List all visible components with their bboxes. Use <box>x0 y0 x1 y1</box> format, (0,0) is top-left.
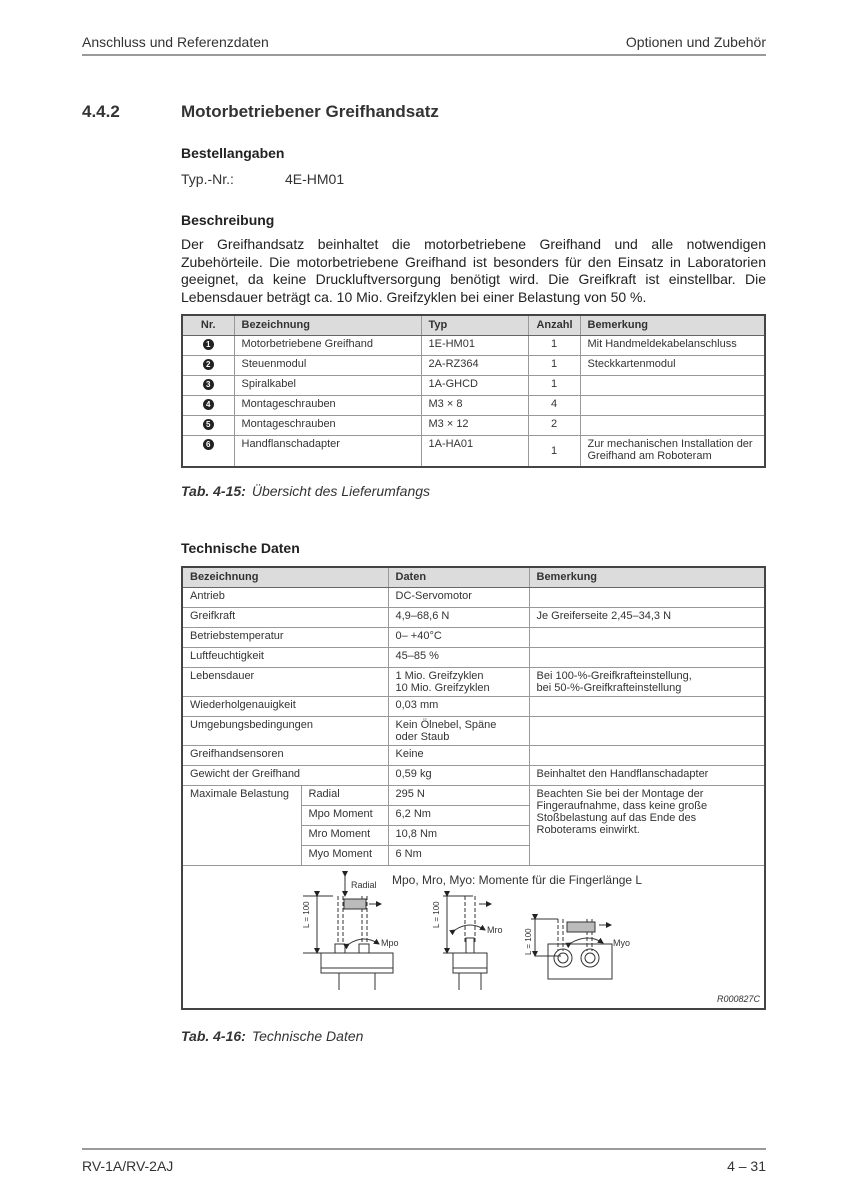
table-caption-4-16 <box>181 1028 363 1044</box>
header-rule <box>82 54 766 56</box>
cell-qty: 1 <box>528 355 580 375</box>
mpo-label: Mpo <box>381 937 399 948</box>
running-header-chapter: Anschluss und Referenzdaten <box>82 34 269 50</box>
cell-data: 0– +40°C <box>388 627 529 647</box>
caption-label: Tab. 4-16: <box>181 1028 246 1044</box>
cell-data: 10,8 Nm <box>388 825 529 845</box>
number-badge: 3 <box>203 379 214 390</box>
number-badge: 2 <box>203 359 214 370</box>
cell-qty: 1 <box>528 335 580 355</box>
cell-note: Mit Handmeldekabelanschluss <box>580 335 765 355</box>
section-title: Motorbetriebener Greifhandsatz <box>181 102 439 121</box>
cell-name: Motorbetriebene Greifhand <box>234 335 421 355</box>
cell-name: Betriebstemperatur <box>182 627 388 647</box>
table-row <box>182 587 765 607</box>
cell-note <box>529 667 765 696</box>
footer-model: RV-1A/RV-2AJ <box>82 1158 174 1174</box>
col-header-bezeichnung: Bezeichnung <box>182 567 388 587</box>
cell-name: Montageschrauben <box>234 395 421 415</box>
caption-text: Technische Daten <box>251 1028 364 1044</box>
col-header-bemerkung: Bemerkung <box>580 315 765 335</box>
cell-note <box>529 587 765 607</box>
cell-note: Steckkartenmodul <box>580 355 765 375</box>
cell-name: Montageschrauben <box>234 415 421 435</box>
cell-name: Steuenmodul <box>234 355 421 375</box>
cell-data <box>388 716 529 745</box>
cell-note <box>529 745 765 765</box>
cell-sub-label: Mpo Moment <box>301 805 388 825</box>
mpo-figure <box>303 876 393 990</box>
order-type-value: 4E-HM01 <box>285 171 345 187</box>
radial-label: Radial <box>351 879 377 890</box>
cell-type: 1E-HM01 <box>421 335 528 355</box>
col-header-bemerkung: Bemerkung <box>529 567 765 587</box>
caption-label: Tab. 4-15: <box>181 483 246 499</box>
col-header-bezeichnung: Bezeichnung <box>234 315 421 335</box>
description-text: Der Greifhandsatz beinhaltet die motorbetriebene Greifhand und alle notwendigen Zubehörteile. Die motorbetriebene Greifhand ist besonders für den Einsatz in Laboratorien geeignet, da keine Druckluftversorgung benötigt wird. Die Greifkraft ist einstellbar. Die Lebensdauer beträgt ca. 10 Mio. Greifzyklen bei einer Belastung von 50 %. <box>181 236 766 305</box>
cell-data: 4,9–68,6 N <box>388 607 529 627</box>
cell-name: Spiralkabel <box>234 375 421 395</box>
cell-note: Beinhaltet den Handflanschadapter <box>529 765 765 785</box>
diagram-row <box>182 865 765 1009</box>
cell-name: Greifhandsensoren <box>182 745 388 765</box>
cell-sub-label: Radial <box>301 785 388 805</box>
moment-diagram <box>182 865 765 1009</box>
cell-data: 45–85 % <box>388 647 529 667</box>
mro-label: Mro <box>487 924 503 935</box>
description-heading: Beschreibung <box>181 212 275 228</box>
length-label-3: L = 100 <box>524 927 533 955</box>
cell-name: Antrieb <box>182 587 388 607</box>
cell-data: 0,59 kg <box>388 765 529 785</box>
cell-data: 6,2 Nm <box>388 805 529 825</box>
table-row <box>182 745 765 765</box>
page-number: 4 – 31 <box>727 1158 766 1174</box>
cell-data: Keine <box>388 745 529 765</box>
cell-data: 6 Nm <box>388 845 529 865</box>
cell-note <box>580 375 765 395</box>
caption-text: Übersicht des Lieferumfangs <box>251 483 431 499</box>
cell-note: Beachten Sie bei der Montage der Fingeraufnahme, dass keine große Stoßbelastung auf das Ende des Roboterams einwirkt. <box>529 785 765 865</box>
col-header-nr: Nr. <box>182 315 234 335</box>
cell-name: Wiederholgenauigkeit <box>182 696 388 716</box>
cell-qty: 4 <box>528 395 580 415</box>
diagram-title: Mpo, Mro, Myo: Momente für die Fingerlänge L <box>392 872 643 887</box>
cell-note: Zur mechanischen Installation der Greifhand am Roboteram <box>580 435 765 467</box>
col-header-anzahl: Anzahl <box>528 315 580 335</box>
cell-type: M3 × 12 <box>421 415 528 435</box>
cell-name: Luftfeuchtigkeit <box>182 647 388 667</box>
cell-name: Greifkraft <box>182 607 388 627</box>
col-header-typ: Typ <box>421 315 528 335</box>
section-number: 4.4.2 <box>82 102 120 121</box>
cell-note <box>529 647 765 667</box>
note-line: Bei 100-%-Greifkrafteinstellung, <box>536 669 692 682</box>
table-row <box>182 375 765 395</box>
number-badge: 4 <box>203 399 214 410</box>
table-header-row <box>182 567 765 587</box>
table-row <box>182 607 765 627</box>
cell-name: Maximale Belastung <box>182 785 301 865</box>
technical-data-table <box>181 566 766 1010</box>
cell-qty: 1 <box>528 435 580 467</box>
tech-data-heading: Technische Daten <box>181 540 300 556</box>
cell-data: 295 N <box>388 785 529 805</box>
note-line: bei 50-%-Greifkrafteinstellung <box>536 681 682 694</box>
cell-type: 1A-HA01 <box>421 435 528 467</box>
cell-sub-label: Mro Moment <box>301 825 388 845</box>
cell-data <box>388 667 529 696</box>
running-header-section: Optionen und Zubehör <box>625 34 766 50</box>
table-row <box>182 667 765 696</box>
cell-name: Umgebungsbedingungen <box>182 716 388 745</box>
myo-figure <box>531 919 612 979</box>
table-row <box>182 335 765 355</box>
table-row <box>182 696 765 716</box>
footer-rule <box>82 1148 766 1150</box>
table-row <box>182 765 765 785</box>
order-type-label: Typ.-Nr.: <box>181 171 234 187</box>
table-row <box>182 647 765 667</box>
scope-of-delivery-table <box>181 314 766 468</box>
cell-type: 1A-GHCD <box>421 375 528 395</box>
table-row <box>182 355 765 375</box>
table-row <box>182 395 765 415</box>
number-badge: 6 <box>203 439 214 450</box>
cell-type: M3 × 8 <box>421 395 528 415</box>
table-row-max-load <box>182 785 765 805</box>
number-badge: 1 <box>203 339 214 350</box>
cell-qty: 1 <box>528 375 580 395</box>
cell-note <box>529 627 765 647</box>
cell-name: Lebensdauer <box>182 667 388 696</box>
order-heading: Bestellangaben <box>181 145 285 161</box>
data-line: 10 Mio. Greifzyklen <box>395 681 490 694</box>
cell-note <box>529 716 765 745</box>
length-label-1: L = 100 <box>302 900 311 928</box>
cell-name: Gewicht der Greifhand <box>182 765 388 785</box>
cell-sub-label: Myo Moment <box>301 845 388 865</box>
data-line: Kein Ölnebel, Späne <box>395 718 497 731</box>
number-badge: 5 <box>203 419 214 430</box>
cell-type: 2A-RZ364 <box>421 355 528 375</box>
table-row <box>182 716 765 745</box>
table-row <box>182 435 765 467</box>
data-line: 1 Mio. Greifzyklen <box>395 669 484 682</box>
length-label-2: L = 100 <box>432 900 441 928</box>
data-line: oder Staub <box>395 730 450 743</box>
cell-data: 0,03 mm <box>388 696 529 716</box>
mro-figure <box>443 896 491 990</box>
cell-note: Je Greiferseite 2,45–34,3 N <box>529 607 765 627</box>
figure-reference: R000827C <box>716 994 760 1004</box>
myo-label: Myo <box>613 937 631 948</box>
col-header-daten: Daten <box>388 567 529 587</box>
table-row <box>182 415 765 435</box>
cell-name: Handflanschadapter <box>234 435 421 467</box>
gripper-moment-diagram <box>183 866 764 1010</box>
cell-note <box>529 696 765 716</box>
cell-note <box>580 395 765 415</box>
cell-data: DC-Servomotor <box>388 587 529 607</box>
cell-note <box>580 415 765 435</box>
table-header-row <box>182 315 765 335</box>
table-caption-4-15 <box>181 483 430 499</box>
table-row <box>182 627 765 647</box>
cell-qty: 2 <box>528 415 580 435</box>
